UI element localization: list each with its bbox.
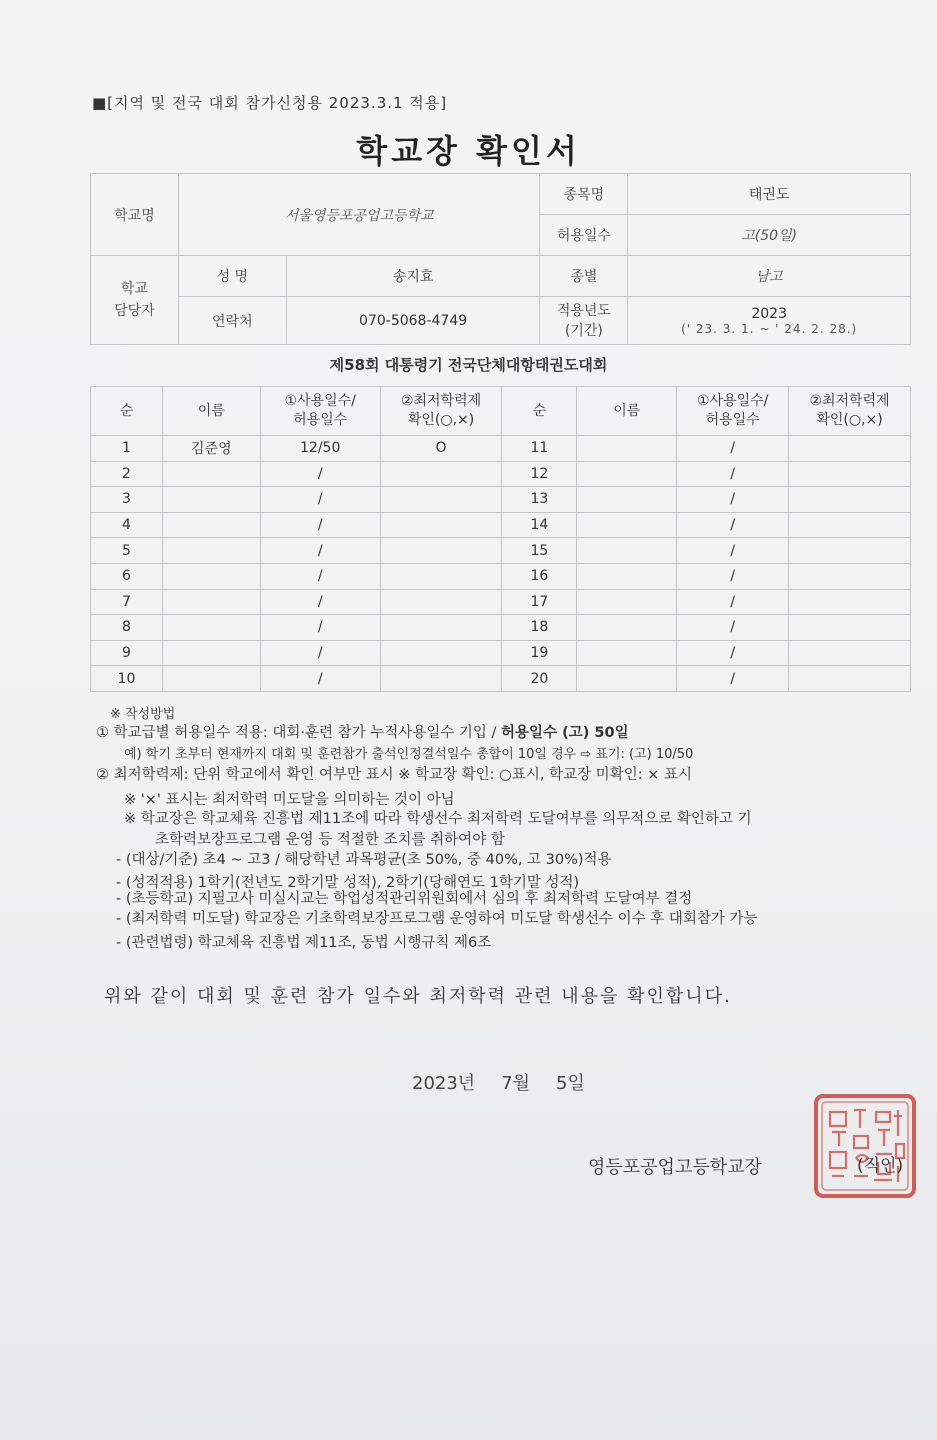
- used-days-cell: /: [677, 512, 789, 538]
- form-header-note: ■[지역 및 전국 대회 참가신청용 2023.3.1 적용]: [92, 94, 448, 112]
- academic-check-cell: [380, 538, 502, 564]
- row-no-cell: 6: [91, 563, 163, 589]
- manager-name-label: 성 명: [178, 256, 286, 297]
- used-days-cell: /: [677, 615, 789, 641]
- used-days-cell: /: [677, 563, 789, 589]
- instruction-2-note-b2: 초학력보장프로그램 운영 등 적절한 조치를 취하여야 함: [155, 832, 505, 848]
- row-no-cell: 11: [502, 436, 577, 462]
- row-no-cell: 13: [502, 487, 577, 513]
- table-row: [91, 538, 911, 564]
- col-header-no: 순: [502, 387, 577, 436]
- academic-check-cell: [380, 589, 502, 615]
- row-no-cell: 12: [502, 461, 577, 487]
- category-value: 남고: [628, 256, 911, 297]
- athlete-name-cell: [577, 461, 677, 487]
- instruction-1: [96, 721, 629, 742]
- row-no-cell: 2: [91, 461, 163, 487]
- row-no-cell: 5: [91, 538, 163, 564]
- table-row: [91, 563, 911, 589]
- col-header-days: ①사용일수/ 허용일수: [677, 387, 789, 436]
- instruction-dash-1: - (대상/기준) 초4 ~ 고3 / 해당학년 과목평균(초 50%, 중 40%, 고 30%)적용: [116, 852, 612, 868]
- academic-check-cell: [380, 487, 502, 513]
- used-days-cell: /: [260, 589, 380, 615]
- used-days-cell: /: [260, 640, 380, 666]
- row-no-cell: 9: [91, 640, 163, 666]
- confirmation-statement: 위와 같이 대회 및 훈련 참가 일수와 최저학력 관련 내용을 확인합니다.: [104, 986, 732, 1007]
- official-seal-stamp: [812, 1092, 918, 1200]
- date-month: 7월: [501, 1073, 531, 1094]
- athlete-name-cell: [577, 436, 677, 462]
- athlete-table-body: [91, 436, 911, 692]
- used-days-cell: /: [260, 512, 380, 538]
- academic-check-cell: O: [380, 436, 502, 462]
- instruction-2-note-b1: ※ 학교장은 학교체육 진흥법 제11조에 따라 학생선수 최저학력 도달여부를 의무적으로 확인하고 기: [124, 811, 752, 827]
- row-no-cell: 14: [502, 512, 577, 538]
- col-header-name: 이름: [162, 387, 260, 436]
- row-no-cell: 1: [91, 436, 163, 462]
- used-days-cell: /: [260, 461, 380, 487]
- instruction-2: ② 최저학력제: 단위 학교에서 확인 여부만 표시 ※ 학교장 확인: ○표시, 학교장 미확인: × 표시: [96, 767, 692, 783]
- apply-period-value: (' 23. 3. 1. ~ ' 24. 2. 28.): [681, 321, 858, 336]
- used-days-cell: /: [260, 538, 380, 564]
- table-row: [91, 487, 911, 513]
- athlete-name-cell: [162, 512, 260, 538]
- row-no-cell: 7: [91, 589, 163, 615]
- contact-label: 연락처: [178, 297, 286, 345]
- used-days-cell: /: [260, 615, 380, 641]
- academic-check-cell: [789, 461, 911, 487]
- academic-check-cell: [789, 589, 911, 615]
- document-title: 학교장 확인서: [356, 132, 581, 170]
- row-no-cell: 3: [91, 487, 163, 513]
- athlete-name-cell: [577, 640, 677, 666]
- row-no-cell: 16: [502, 563, 577, 589]
- academic-check-cell: [380, 615, 502, 641]
- sport-value: 태권도: [628, 174, 911, 215]
- academic-check-cell: [789, 436, 911, 462]
- table-row: [91, 436, 911, 462]
- col-header-name: 이름: [577, 387, 677, 436]
- athlete-name-cell: [577, 563, 677, 589]
- col-header-academic: ②최저학력제 확인(○,×): [380, 387, 502, 436]
- allowed-days-label: 허용일수: [540, 215, 628, 256]
- table-row: [91, 512, 911, 538]
- instruction-1-emphasis: 허용일수 (고) 50일: [501, 725, 629, 741]
- sport-label: 종목명: [540, 174, 628, 215]
- athlete-name-cell: [162, 563, 260, 589]
- col-header-days: ①사용일수/ 허용일수: [260, 387, 380, 436]
- used-days-cell: /: [677, 666, 789, 692]
- table-row: [91, 666, 911, 692]
- academic-check-cell: [380, 461, 502, 487]
- instruction-dash-4: - (최저학력 미도달) 학교장은 기초학력보장프로그램 운영하여 미도달 학생선수 이수 후 대회참가 가능: [116, 911, 758, 927]
- academic-check-cell: [789, 640, 911, 666]
- athlete-name-cell: [577, 512, 677, 538]
- row-no-cell: 17: [502, 589, 577, 615]
- instruction-dash-5: - (관련법령) 학교체육 진흥법 제11조, 동법 시행규칙 제6조: [116, 935, 492, 951]
- academic-check-cell: [789, 666, 911, 692]
- instruction-dash-3: - (초등학교) 지필고사 미실시교는 학업성적관리위원회에서 심의 후 최저학력 도달여부 결정: [116, 891, 693, 907]
- used-days-cell: /: [677, 589, 789, 615]
- row-no-cell: 4: [91, 512, 163, 538]
- instructions-heading: ※ 작성방법: [110, 707, 176, 722]
- instruction-1-example: 예) 학기 초부터 현재까지 대회 및 훈련참가 출석인정결석일수 총합이 10일 경우 ⇨ 표기: (고) 10/50: [124, 747, 694, 762]
- athlete-name-cell: [162, 640, 260, 666]
- used-days-cell: 12/50: [260, 436, 380, 462]
- used-days-cell: /: [677, 487, 789, 513]
- category-label: 종별: [540, 256, 628, 297]
- contact-value: 070-5068-4749: [286, 297, 540, 345]
- instruction-2-note-a: ※ '×' 표시는 최저학력 미도달을 의미하는 것이 아님: [124, 792, 455, 808]
- athlete-name-cell: [577, 538, 677, 564]
- used-days-cell: /: [677, 436, 789, 462]
- apply-year-label: 적용년도 (기간): [540, 297, 628, 345]
- manager-name-value: 송지효: [286, 256, 540, 297]
- date-day: 5일: [556, 1073, 585, 1094]
- table-row: [91, 461, 911, 487]
- instruction-dash-2: - (성적적용) 1학기(전년도 2학기말 성적), 2학기(당해연도 1학기말 성적): [116, 875, 580, 891]
- row-no-cell: 19: [502, 640, 577, 666]
- allowed-days-value: 고(50일): [628, 215, 911, 256]
- row-no-cell: 10: [91, 666, 163, 692]
- issue-date: [412, 1069, 611, 1095]
- table-row: [91, 615, 911, 641]
- manager-label: 학교 담당자: [91, 256, 179, 345]
- academic-check-cell: [380, 512, 502, 538]
- athlete-name-cell: 김준영: [162, 436, 260, 462]
- used-days-cell: /: [260, 563, 380, 589]
- athlete-name-cell: [162, 461, 260, 487]
- event-title: 제58회 대통령기 전국단체대항태권도대회: [329, 356, 608, 374]
- academic-check-cell: [380, 640, 502, 666]
- instruction-1-text: ① 학교급별 허용일수 적용: 대회·훈련 참가 누적사용일수 기입 /: [96, 725, 502, 741]
- used-days-cell: /: [260, 487, 380, 513]
- academic-check-cell: [789, 563, 911, 589]
- athlete-name-cell: [162, 487, 260, 513]
- athlete-table-header: [91, 387, 911, 436]
- academic-check-cell: [789, 512, 911, 538]
- date-year: 2023년: [412, 1073, 476, 1094]
- row-no-cell: 15: [502, 538, 577, 564]
- used-days-cell: /: [677, 461, 789, 487]
- athlete-name-cell: [577, 666, 677, 692]
- athlete-table: [90, 386, 911, 692]
- used-days-cell: /: [677, 538, 789, 564]
- col-header-no: 순: [91, 387, 163, 436]
- athlete-name-cell: [577, 615, 677, 641]
- col-header-academic: ②최저학력제 확인(○,×): [789, 387, 911, 436]
- athlete-name-cell: [162, 615, 260, 641]
- athlete-name-cell: [162, 538, 260, 564]
- school-name-label: 학교명: [91, 174, 179, 256]
- academic-check-cell: [380, 666, 502, 692]
- apply-year-cell: [628, 297, 911, 345]
- row-no-cell: 20: [502, 666, 577, 692]
- apply-year-value: 2023: [751, 305, 787, 322]
- athlete-name-cell: [162, 666, 260, 692]
- academic-check-cell: [789, 538, 911, 564]
- row-no-cell: 18: [502, 615, 577, 641]
- used-days-cell: /: [677, 640, 789, 666]
- academic-check-cell: [789, 615, 911, 641]
- athlete-name-cell: [577, 589, 677, 615]
- academic-check-cell: [789, 487, 911, 513]
- seal-label: (직인): [857, 1156, 904, 1176]
- athlete-name-cell: [577, 487, 677, 513]
- school-info-table: [90, 173, 911, 345]
- athlete-name-cell: [162, 589, 260, 615]
- academic-check-cell: [380, 563, 502, 589]
- table-row: [91, 589, 911, 615]
- table-row: [91, 640, 911, 666]
- row-no-cell: 8: [91, 615, 163, 641]
- principal-name: 영등포공업고등학교장: [588, 1157, 762, 1178]
- school-name-value: 서울영등포공업고등학교: [178, 174, 540, 256]
- used-days-cell: /: [260, 666, 380, 692]
